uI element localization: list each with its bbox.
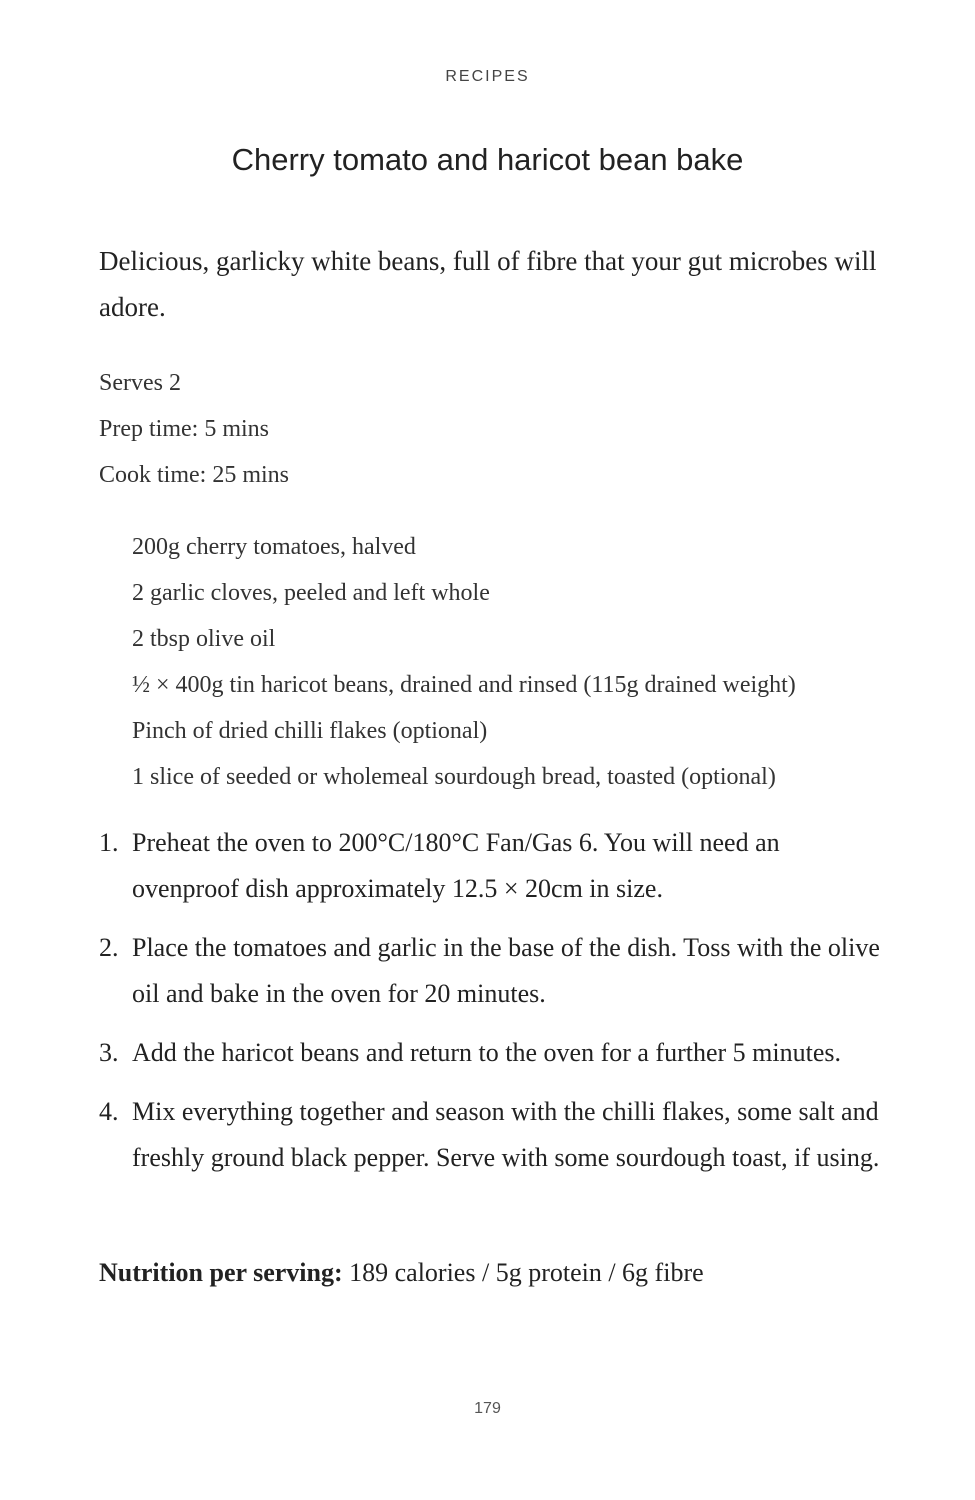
ingredient-item: 200g cherry tomatoes, halved [132, 534, 416, 560]
recipe-meta [99, 360, 699, 498]
recipe-intro: Delicious, garlicky white beans, full of fibre that your gut microbes will adore. [99, 246, 877, 322]
ingredient-list [132, 524, 912, 800]
method-step [99, 820, 889, 912]
method-step [99, 925, 889, 1017]
step-number: 4. [99, 1097, 119, 1126]
prep-time: Prep time: 5 mins [99, 416, 269, 442]
step-text: Place the tomatoes and garlic in the base of the dish. Toss with the olive oil and bake in the oven for 20 minutes. [132, 933, 880, 1008]
method-step [99, 1030, 889, 1076]
ingredient-item: 1 slice of seeded or wholemeal sourdough bread, toasted (optional) [132, 764, 776, 790]
page-number: 179 [474, 1400, 501, 1417]
ingredient-item: Pinch of dried chilli flakes (optional) [132, 718, 488, 744]
step-text: Mix everything together and season with the chilli flakes, some salt and freshly ground black pepper. Serve with some sourdough toast, if using. [132, 1097, 880, 1172]
method-steps [99, 820, 889, 1194]
nutrition-label: Nutrition per serving: [99, 1258, 343, 1287]
step-number: 1. [99, 828, 119, 857]
ingredient-item: 2 garlic cloves, peeled and left whole [132, 580, 490, 606]
step-number: 2. [99, 933, 119, 962]
running-head: RECIPES [445, 68, 530, 85]
step-text: Add the haricot beans and return to the oven for a further 5 minutes. [132, 1038, 841, 1067]
step-number: 3. [99, 1038, 119, 1067]
ingredient-item: ½ × 400g tin haricot beans, drained and rinsed (115g drained weight) [132, 672, 796, 698]
serves: Serves 2 [99, 370, 181, 396]
nutrition-value: 189 calories / 5g protein / 6g fibre [342, 1258, 704, 1287]
cook-time: Cook time: 25 mins [99, 462, 290, 488]
step-text: Preheat the oven to 200°C/180°C Fan/Gas 6. You will need an ovenproof dish approximately 12.5 × 20cm in size. [132, 828, 780, 903]
recipe-title: Cherry tomato and haricot bean bake [231, 142, 744, 177]
nutrition-info [99, 1250, 899, 1296]
ingredient-item: 2 tbsp olive oil [132, 626, 276, 652]
method-step [99, 1089, 889, 1181]
